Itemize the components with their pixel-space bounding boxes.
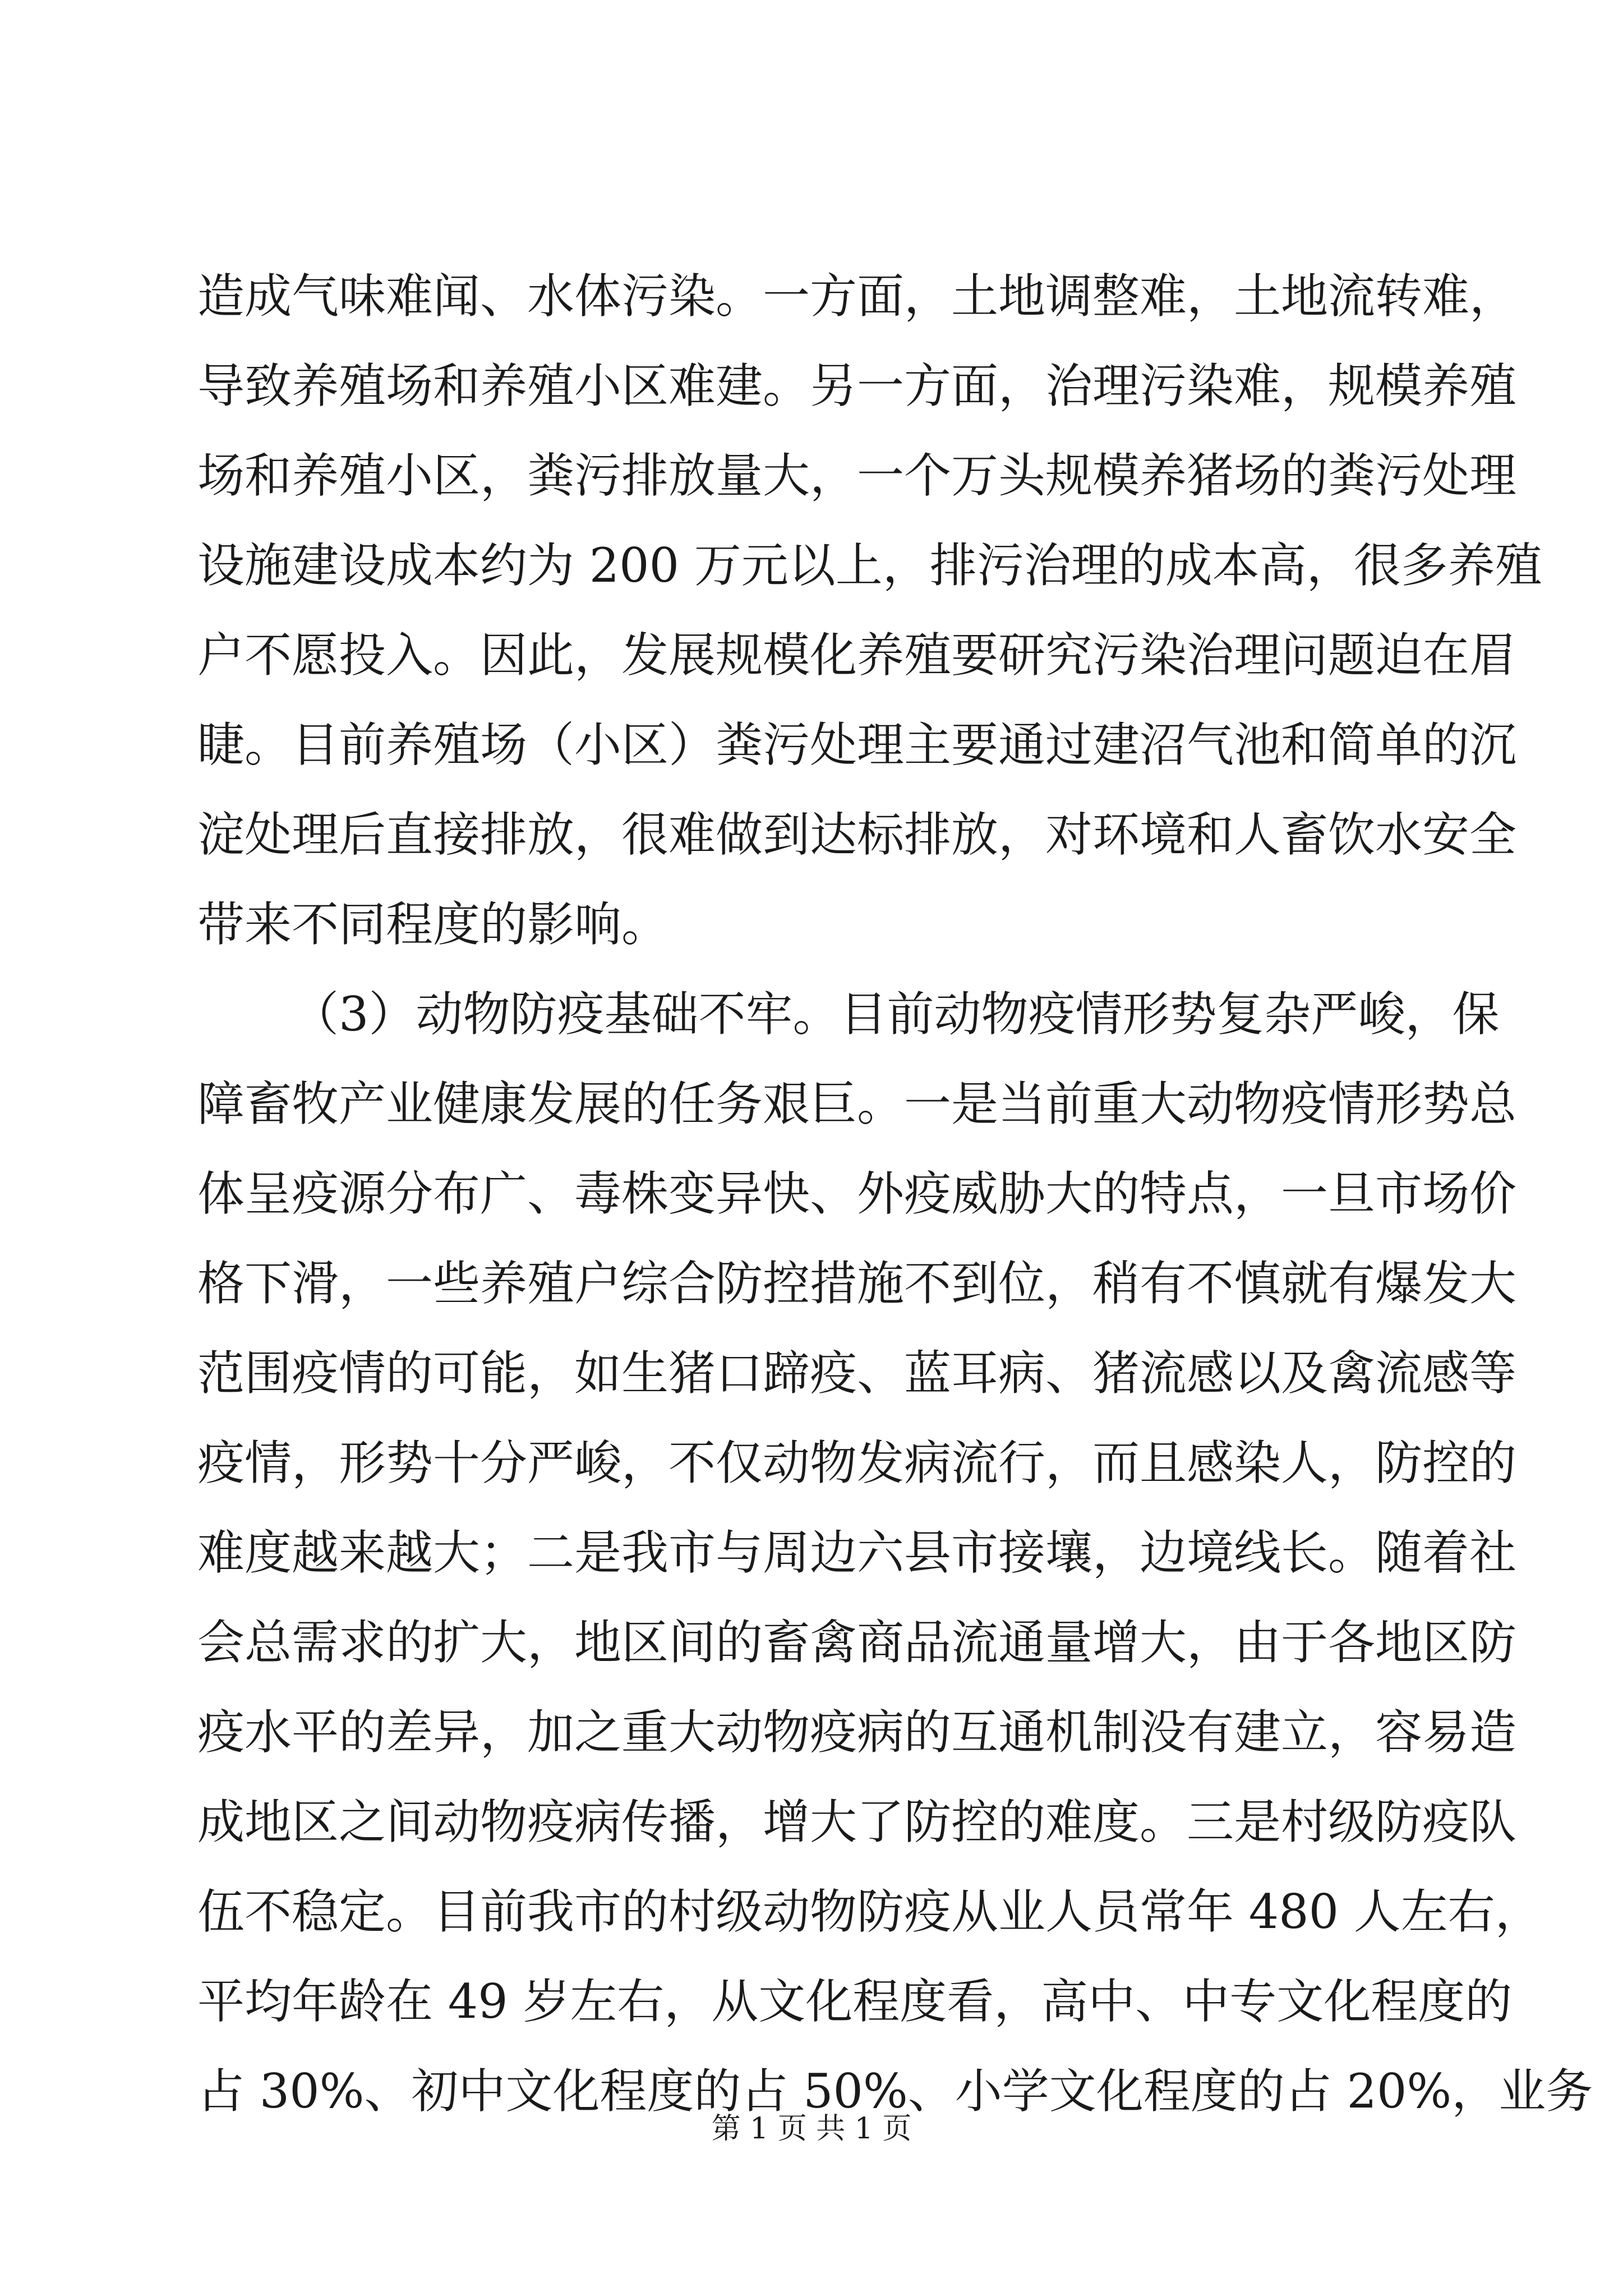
text-line: 淀处理后直接排放，很难做到达标排放，对环境和人畜饮水安全: [197, 807, 1517, 862]
page-footer: 第 1 页 共 1 页: [711, 2112, 912, 2146]
body-text: [197, 251, 1593, 2136]
text-line: 平均年龄在 49 岁左右，从文化程度看，高中、中专文化程度的: [197, 1974, 1513, 2029]
text-line: 睫。目前养殖场（小区）粪污处理主要通过建沼气池和简单的沉: [197, 717, 1517, 772]
text-line: 场和养殖小区，粪污排放量大，一个万头规模养猪场的粪污处理: [197, 448, 1517, 503]
text-line: 疫情，形势十分严峻，不仅动物发病流行，而且感染人，防控的: [197, 1435, 1517, 1490]
text-line: 设施建设成本约为 200 万元以上，排污治理的成本高，很多养殖: [197, 538, 1542, 593]
text-line: 难度越来越大；二是我市与周边六县市接壤，边境线长。随着社: [197, 1525, 1517, 1580]
text-line: 户不愿投入。因此，发展规模化养殖要研究污染治理问题迫在眉: [197, 628, 1517, 683]
text-line: 带来不同程度的影响。: [197, 897, 669, 952]
text-line: 疫水平的差异，加之重大动物疫病的互通机制没有建立，容易造: [197, 1705, 1517, 1760]
text-line: 导致养殖场和养殖小区难建。另一方面，治理污染难，规模养殖: [197, 358, 1517, 413]
text-line: 伍不稳定。目前我市的村级动物防疫从业人员常年 480 人左右，: [197, 1884, 1542, 1939]
text-line: 会总需求的扩大，地区间的畜禽商品流通量增大，由于各地区防: [197, 1615, 1517, 1670]
text-line: 格下滑，一些养殖户综合防控措施不到位，稍有不慎就有爆发大: [197, 1256, 1517, 1311]
text-line: 造成气味难闻、水体污染。一方面，土地调整难，土地流转难，: [197, 269, 1517, 324]
text-line: （3）动物防疫基础不牢。目前动物疫情形势复杂严峻，保: [292, 987, 1500, 1042]
text-line: 障畜牧产业健康发展的任务艰巨。一是当前重大动物疫情形势总: [197, 1076, 1517, 1131]
text-line: 范围疫情的可能，如生猪口蹄疫、蓝耳病、猪流感以及禽流感等: [197, 1346, 1517, 1401]
text-line: 占 30%、初中文化程度的占 50%、小学文化程度的占 20%，业务: [197, 2064, 1593, 2119]
text-line: 体呈疫源分布广、毒株变异快、外疫威胁大的特点，一旦市场价: [197, 1166, 1517, 1221]
text-line: 成地区之间动物疫病传播，增大了防控的难度。三是村级防疫队: [197, 1795, 1517, 1849]
